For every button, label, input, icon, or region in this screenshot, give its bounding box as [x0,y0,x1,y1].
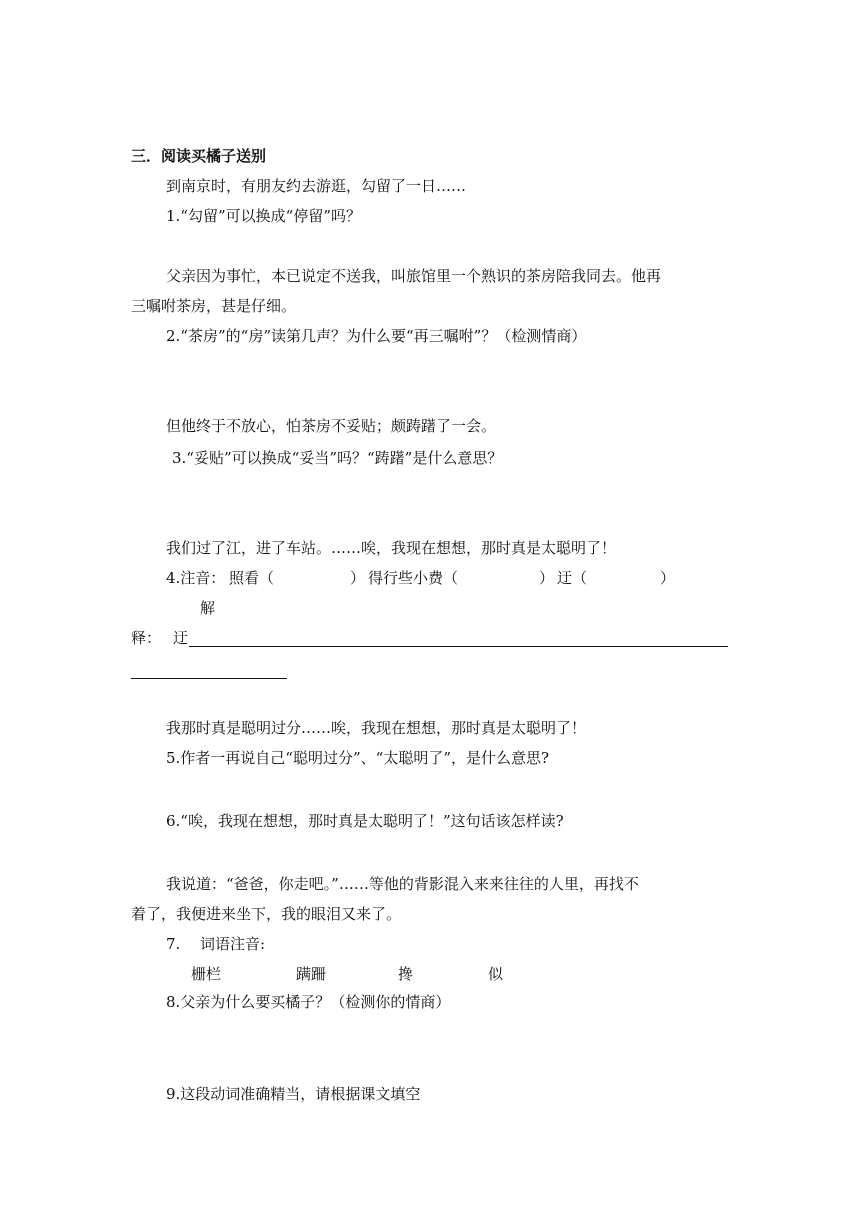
section-title: 三．阅读买橘子送别 [131,147,267,165]
question-4-shi: 释： [131,629,162,647]
question-7-word-4: 似 [488,965,504,983]
question-7-word-2: 蹒跚 [296,965,327,983]
passage-paragraph-2-line-1: 父亲因为事忙，本已说定不送我，叫旅馆里一个熟识的茶房陪我同去。他再 [166,267,662,285]
question-4-word-2: 得行些小费（ [368,569,459,587]
question-7-text: 词语注音: [200,935,266,953]
passage-paragraph-5: 我那时真是聪明过分……唉，我现在想想，那时真是太聪明了！ [166,719,587,737]
question-4-word-3: 迂（ [557,569,588,587]
passage-paragraph-3: 但他终于不放心，怕茶房不妥贴；颇踌躇了一会。 [166,417,497,435]
question-9: 9.这段动词准确精当，请根据课文填空 [166,1085,421,1103]
question-4-word-1-close: ） [350,569,366,587]
question-7-word-3: 搀 [398,965,414,983]
question-2: 2.“茶房”的“房”读第几声？为什么要“再三嘱咐”？（检测情商） [166,327,587,345]
question-4-word-1: 照看（ [229,569,275,587]
question-6: 6.“唉，我现在想想，那时真是太聪明了！”这句话该怎样读? [166,812,564,830]
question-4-label: 4.注音： [166,569,226,587]
question-1: 1.“勾留”可以换成“停留”吗？ [166,207,361,225]
question-7-label: 7. [166,935,181,953]
passage-paragraph-6-line-2: 着了，我便进来坐下，我的眼泪又来了。 [131,905,402,923]
question-8: 8.父亲为什么要买橘子？（检测你的情商） [166,993,451,1011]
question-4-word-3-close: ） [660,569,676,587]
passage-paragraph-2-line-2: 三嘱咐茶房，甚是仔细。 [131,297,297,315]
answer-line-2 [131,678,287,679]
answer-line-1 [189,646,728,647]
passage-paragraph-1: 到南京时，有朋友约去游逛，勾留了一日…… [166,177,467,195]
question-3: 3.“妥贴”可以换成“妥当”吗？“踌躇”是什么意思？ [172,449,503,467]
question-4-yu: 迂 [173,629,189,647]
passage-paragraph-4: 我们过了江，进了车站。……唉，我现在想想，那时真是太聪明了！ [166,539,617,557]
question-5: 5.作者一再说自己“聪明过分”、“太聪明了”，是什么意思? [166,749,550,767]
passage-paragraph-6-line-1: 我说道：“爸爸，你走吧。”……等他的背影混入来来往往的人里，再找不 [166,875,639,893]
question-7-word-1: 栅栏 [191,965,222,983]
question-4-jie: 解 [200,599,216,617]
question-4-word-2-close: ） [539,569,555,587]
